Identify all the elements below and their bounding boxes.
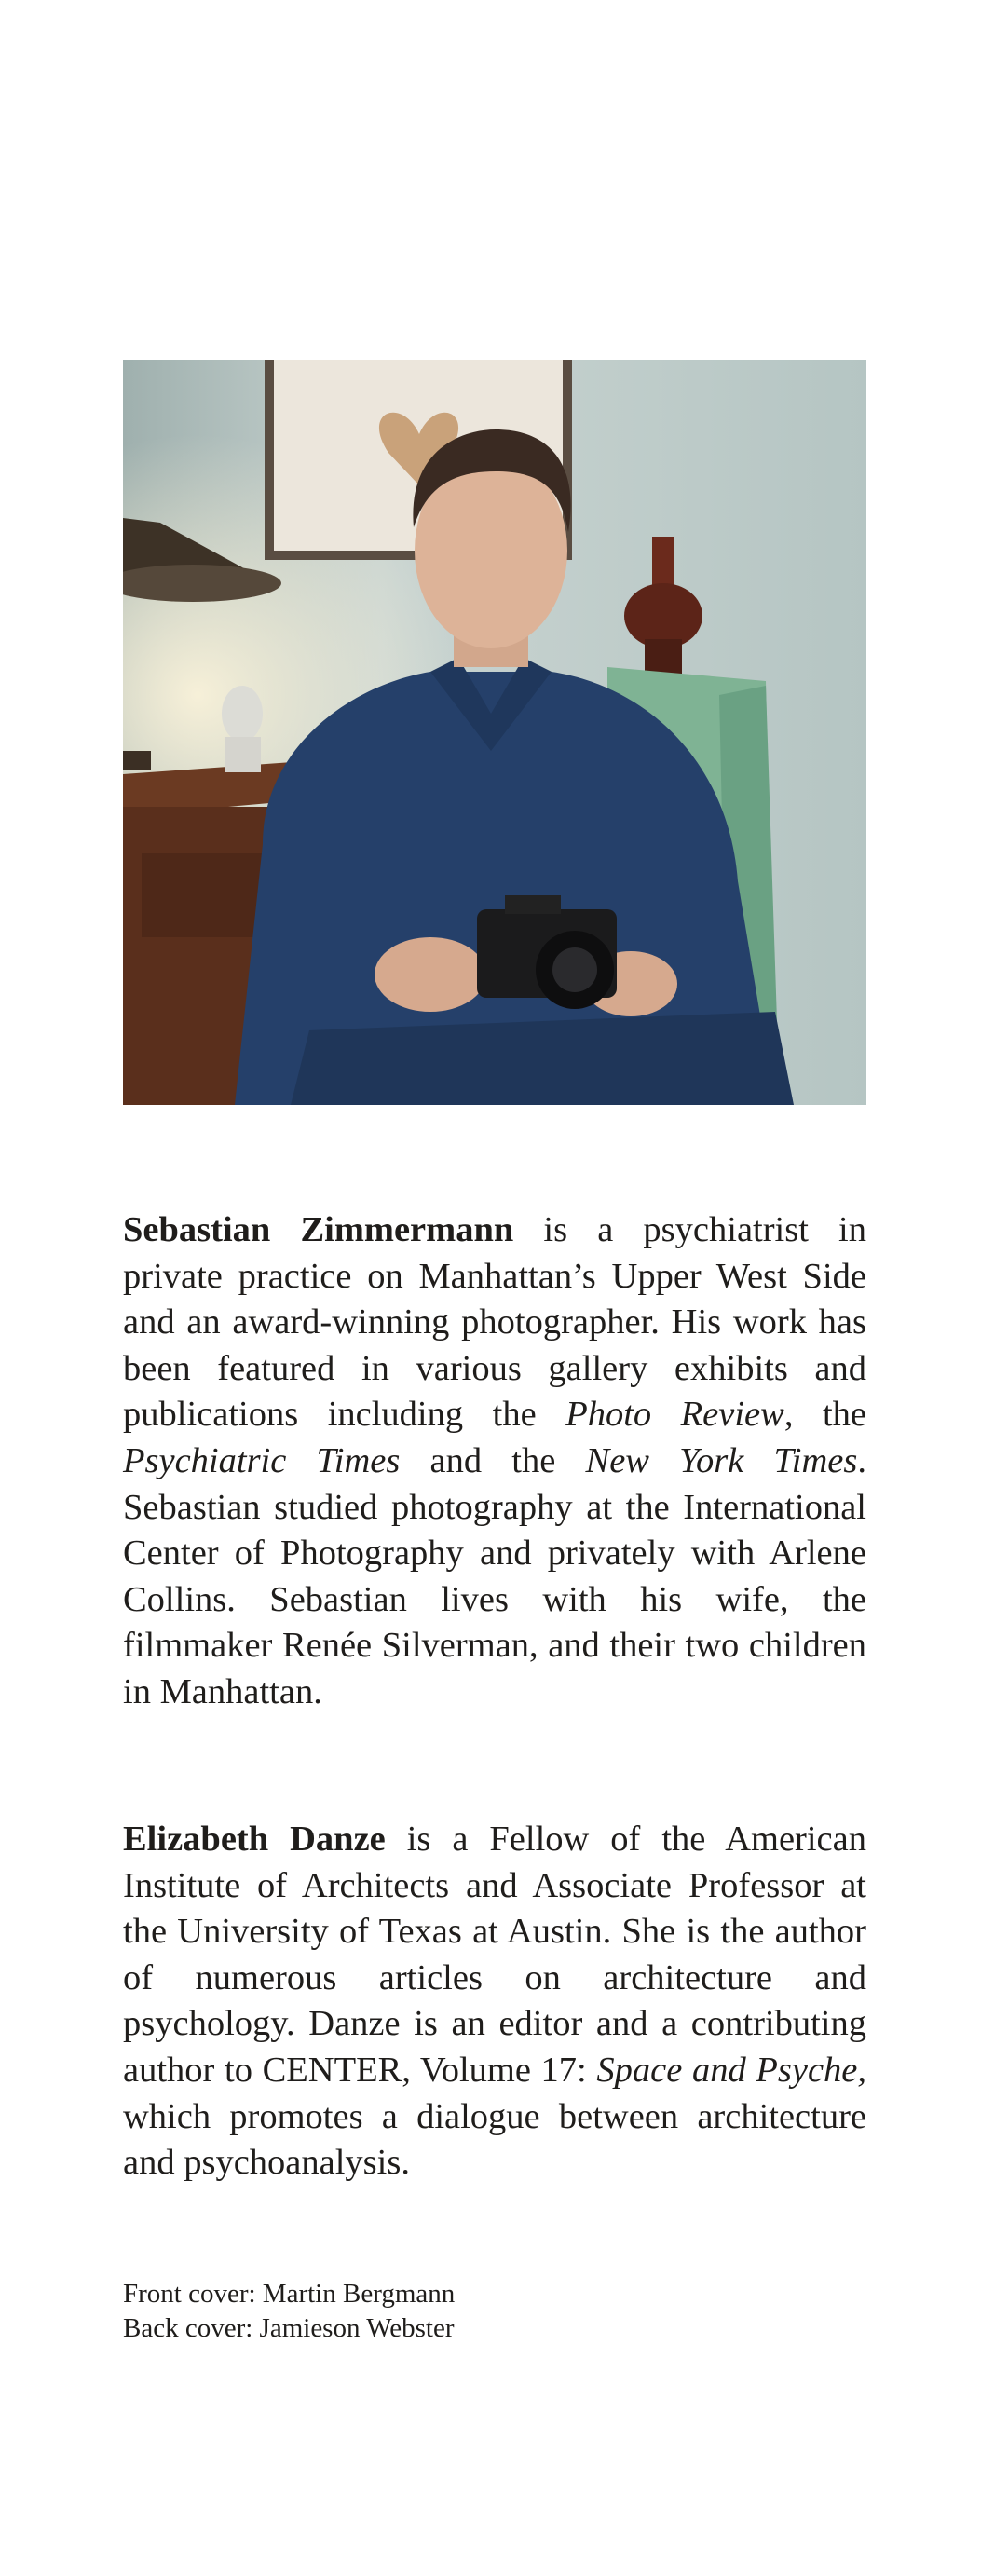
bio-text: which promotes a dialogue between architecture and psychoanalysis. (123, 2096, 866, 2183)
bio-text: and the (400, 1440, 586, 1480)
publication-title: Photo Review (565, 1395, 784, 1435)
author-name-zimmermann: Sebastian Zimmermann (123, 1210, 514, 1249)
bio-text: is a psychiatrist in private practice on Manhattan’s Upper West Side and an award-winning photographer. His work has been featured in various gallery exhibits and publications including the (123, 1210, 866, 1435)
publication-title: New York Times (585, 1440, 858, 1480)
portrait-image (123, 360, 866, 1105)
bio-elizabeth-danze (123, 1817, 866, 2187)
cover-credits (123, 2277, 455, 2346)
publication-title: Psychiatric Times (123, 1440, 401, 1480)
bio-sebastian-zimmermann (123, 1207, 866, 1716)
back-cover-credit: Back cover: Jamieson Webster (123, 2313, 455, 2343)
front-cover-credit: Front cover: Martin Bergmann (123, 2279, 456, 2309)
bio-text: . Sebastian studied photography at the International Center of Photography and privately with Arlene Collins. Sebastian lives with his wife, the filmmaker Renée Silverman, and their two children in Manhattan. (123, 1440, 866, 1711)
bio-text: , the (783, 1395, 866, 1435)
publication-title: Space and Psyche, (596, 2050, 866, 2090)
bio-text: is a Fellow of the American Institute of Architects and Associate Professor at the University of Texas at Austin. She is the author of numerous articles on architecture and psychology. Danze is an editor and a contributing author to CENTER, Volume 17: (123, 1820, 866, 2090)
author-portrait-photo (123, 360, 866, 1105)
author-name-danze: Elizabeth Danze (123, 1820, 386, 1859)
